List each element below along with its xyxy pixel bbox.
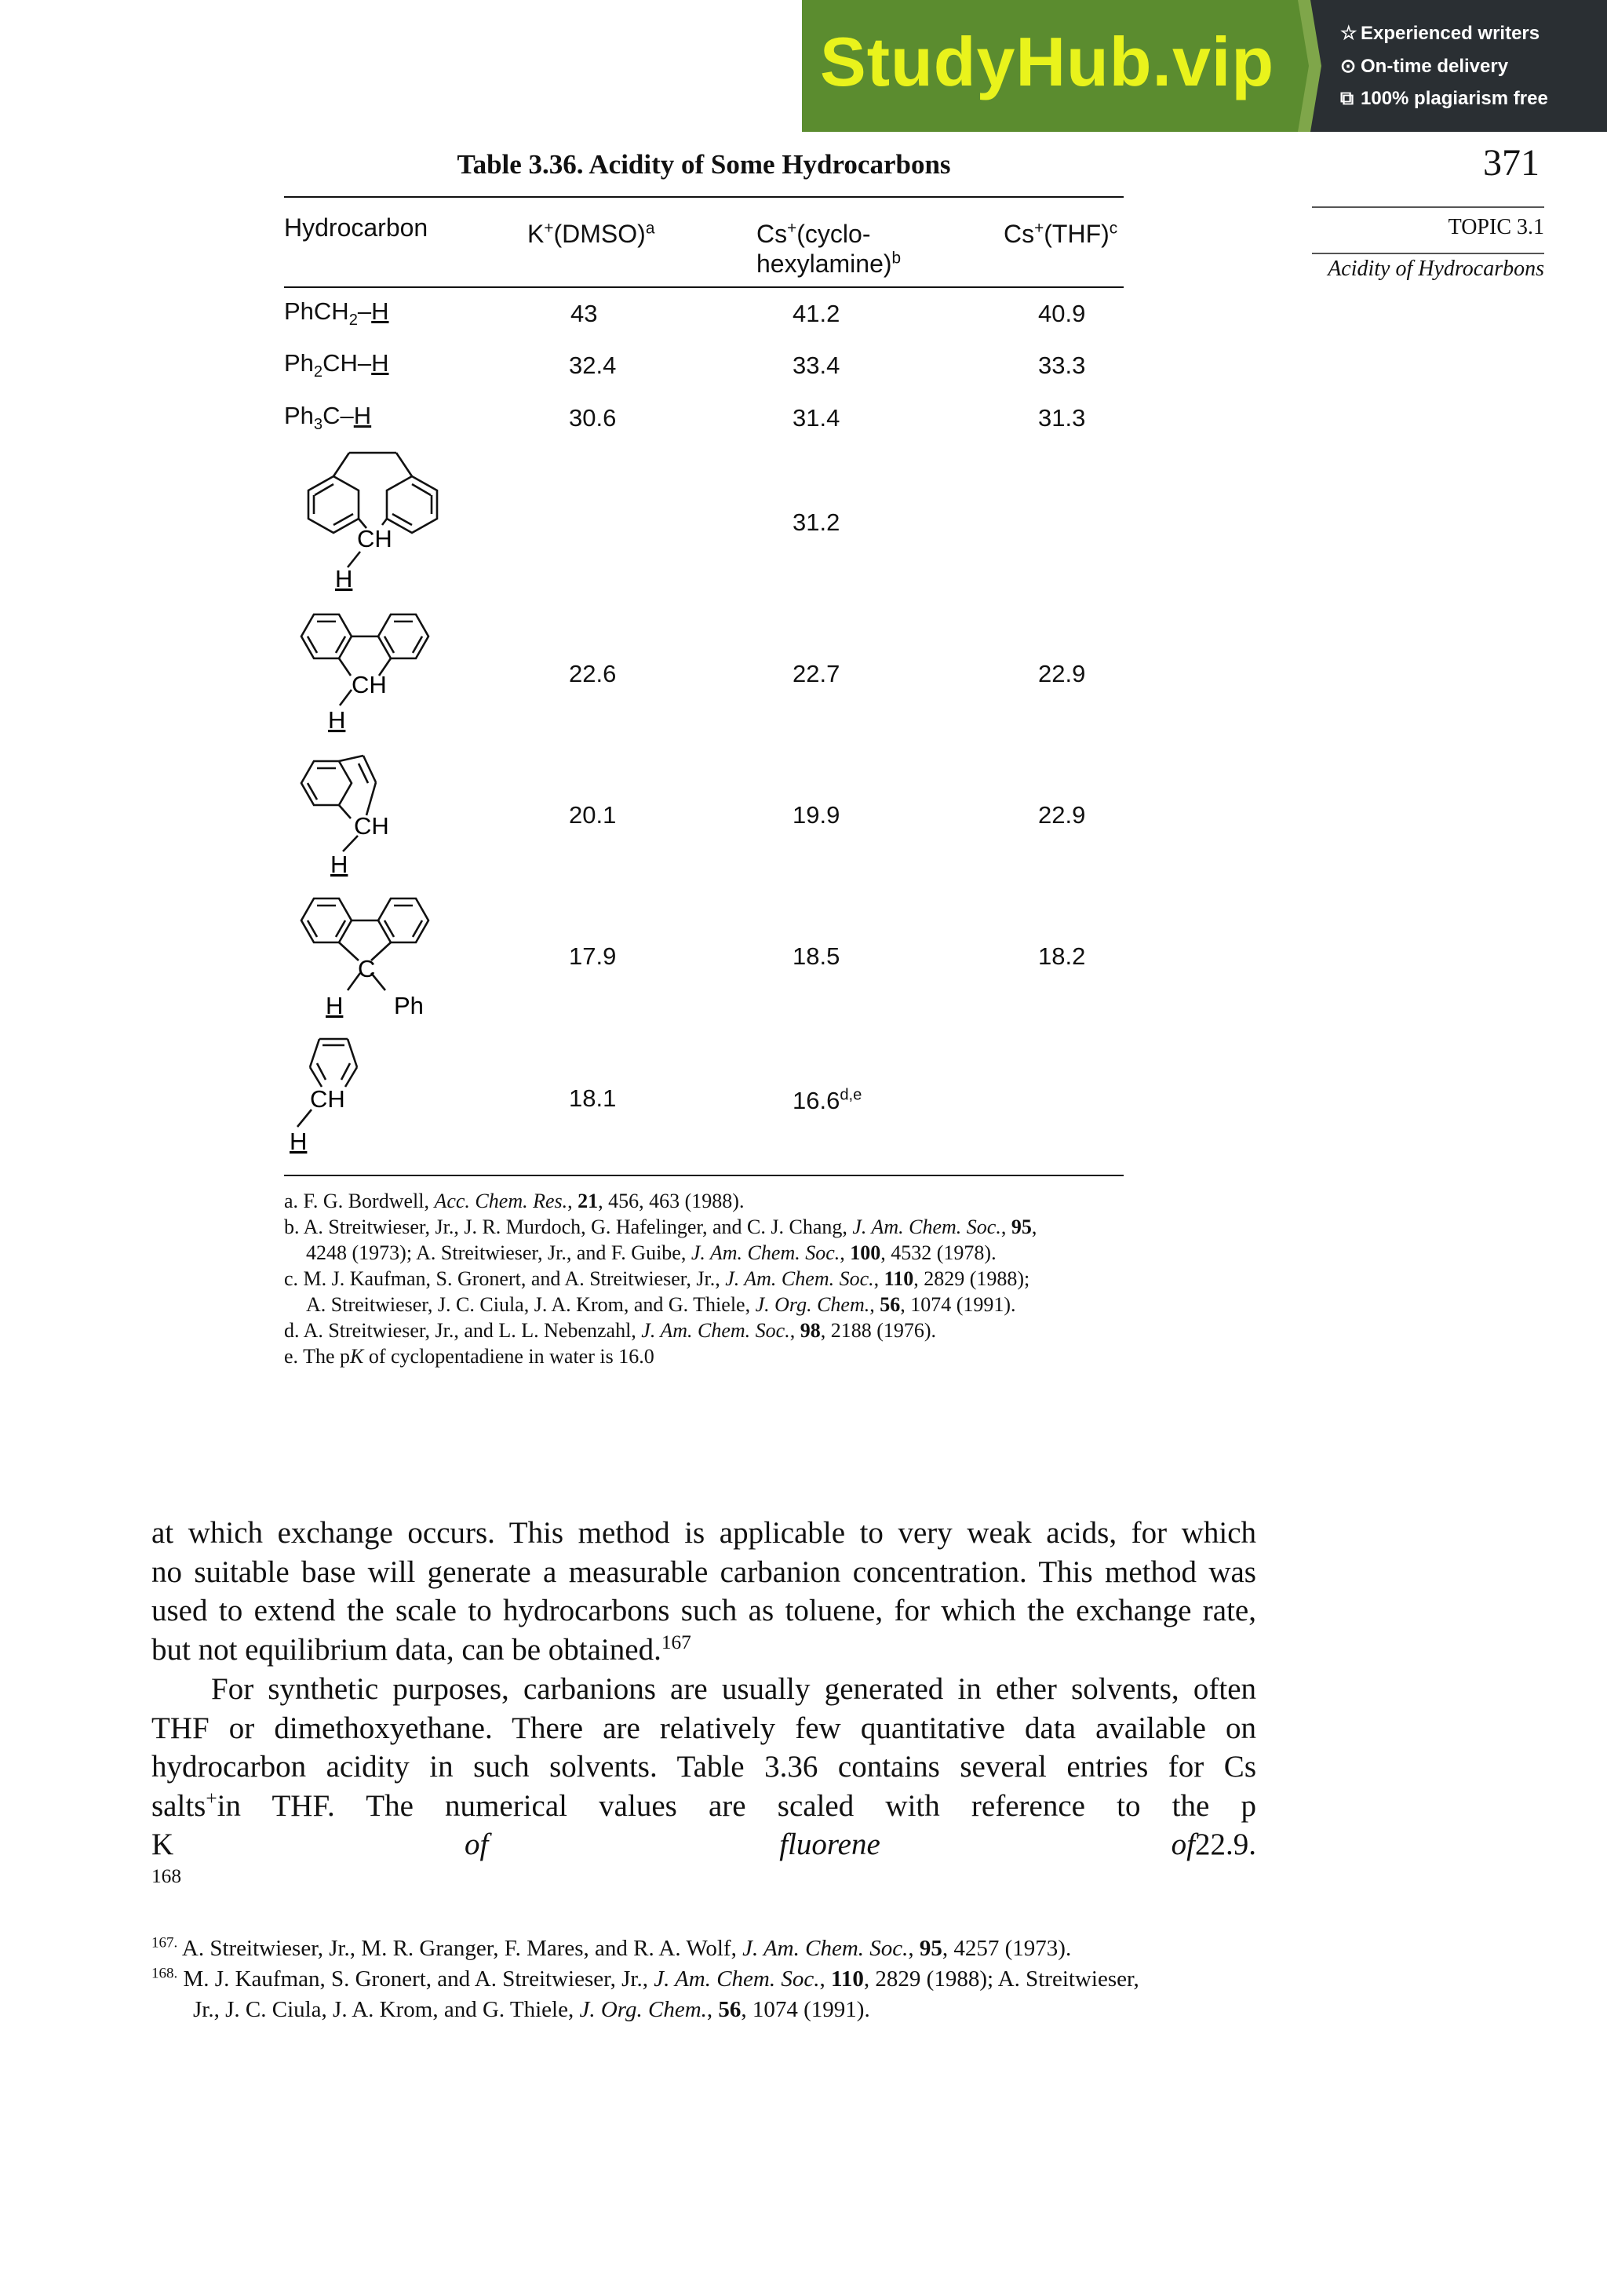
row-diphenylmethane-cyclohexylamine: 33.4 [793, 352, 840, 379]
struct-label: H [290, 1128, 308, 1155]
table-title: Table 3.36. Acidity of Some Hydrocarbons [457, 149, 951, 180]
text-line: For synthetic purposes, carbanions are usually generated in ether solvents, often [211, 1672, 1256, 1706]
feature-experienced-writers [1340, 22, 1540, 45]
feature-text: Experienced writers [1361, 23, 1540, 44]
text-line [151, 1864, 1256, 1904]
running-head-topic: TOPIC 3.1 [1448, 215, 1544, 239]
header-hydrocarbon: Hydrocarbon [284, 213, 428, 242]
table-footnote-a: a. F. G. Bordwell, Acc. Chem. Res., 21, 456, 463 (1988). [284, 1190, 745, 1212]
clock-icon: ⊙ [1340, 56, 1357, 77]
text-line: no suitable base will generate a measurable carbanion concentration. This method was [151, 1554, 1256, 1589]
row-diphenylmethane-dmso: 32.4 [569, 352, 617, 379]
row-toluene-thf: 40.9 [1038, 300, 1086, 327]
struct-label: H [328, 706, 346, 734]
struct-label: CH [352, 671, 387, 698]
text-line: K of fluorene of22.9. [151, 1828, 1256, 1861]
table-footnote-b-cont: 4248 (1973); A. Streitwieser, Jr., and F. Guibe, J. Am. Chem. Soc., 100, 4532 (1978). [306, 1241, 997, 1264]
fluorene-structure [279, 600, 459, 742]
struct-label: CH [310, 1085, 345, 1113]
row-dibenzocycloheptadiene-cyclohexylamine: 31.2 [793, 508, 840, 536]
star-icon: ☆ [1340, 23, 1357, 44]
footnote-168-cont: Jr., J. C. Ciula, J. A. Krom, and G. Thiele, J. Org. Chem., 56, 1074 (1991). [193, 1997, 870, 2022]
running-head-rule [1312, 206, 1544, 208]
table-footnote-e: e. The pK of cyclopentadiene in water is 16.0 [284, 1345, 654, 1368]
text-line: but not equilibrium data, can be obtained.$^{167}$ [151, 1631, 691, 1667]
row-phenylfluorene-thf: 18.2 [1038, 942, 1086, 970]
banner-brand[interactable]: StudyHub.vip [820, 23, 1275, 100]
text-line: salts+in THF. The numerical values are scaled with reference to the p [151, 1787, 1256, 1823]
table-footnote-d: d. A. Streitwieser, Jr., and L. L. Nebenzahl, J. Am. Chem. Soc., 98, 2188 (1976). [284, 1319, 937, 1342]
footnote-ref-168[interactable]: 168 [151, 1864, 182, 1887]
struct-label: H [330, 851, 348, 878]
header-k-dmso: K+(DMSO)$^a$ [527, 219, 655, 248]
feature-plagiarism-free [1340, 88, 1548, 110]
row-toluene-name: PhCH$_2$–H [284, 297, 389, 330]
body-paragraph-2 [151, 1670, 1256, 1903]
table-footnote-b: b. A. Streitwieser, Jr., J. R. Murdoch, G. Hafelinger, and C. J. Chang, J. Am. Chem. Soc., 95, [284, 1215, 1037, 1238]
page-number: 371 [1483, 142, 1540, 184]
table-footnote-c-cont: A. Streitwieser, J. C. Ciula, J. A. Krom, and G. Thiele, J. Org. Chem., 56, 1074 (1991). [306, 1293, 1016, 1316]
running-head-rule [1312, 253, 1544, 254]
row-cyclopentadiene-dmso: 18.1 [569, 1084, 617, 1112]
row-diphenylmethane-thf: 33.3 [1038, 352, 1086, 379]
feature-text: 100% plagiarism free [1361, 88, 1548, 109]
row-phenylfluorene-cyclohexylamine: 18.5 [793, 942, 840, 970]
header-cs-thf: Cs+(THF)$^c$ [1004, 219, 1118, 248]
row-cyclopentadiene-cyclohexylamine: 16.6$^{d,e}$ [793, 1086, 862, 1114]
row-triphenylmethane-thf: 31.3 [1038, 404, 1086, 432]
row-indene-thf: 22.9 [1038, 801, 1086, 829]
struct-label: H [335, 565, 353, 592]
footnote-168: $^{168.}$ M. J. Kaufman, S. Gronert, and A. Streitwieser, Jr., J. Am. Chem. Soc., 110, 2829 (1988); A. Streitwieser, [151, 1965, 1139, 1992]
feature-text: On-time delivery [1361, 56, 1509, 77]
table-top-rule [284, 196, 1124, 198]
table-footnote-c: c. M. J. Kaufman, S. Gronert, and A. Streitwieser, Jr., J. Am. Chem. Soc., 110, 2829 (1988); [284, 1267, 1030, 1290]
feature-on-time-delivery [1340, 55, 1508, 78]
row-toluene-dmso: 43 [570, 300, 598, 327]
struct-label: C [358, 955, 376, 982]
row-indene-dmso: 20.1 [569, 801, 617, 829]
table-header-rule [284, 286, 1124, 288]
row-toluene-cyclohexylamine: 41.2 [793, 300, 840, 327]
indene-structure [279, 749, 435, 883]
row-indene-cyclohexylamine: 19.9 [793, 801, 840, 829]
struct-label: H [326, 992, 344, 1019]
struct-label: Ph [394, 992, 424, 1019]
dibenzocycloheptadiene-structure [279, 443, 483, 596]
text-line: used to extend the scale to hydrocarbons such as toluene, for which the exchange rate, [151, 1594, 1256, 1627]
text-line: hydrocarbon acidity in such solvents. Table 3.36 contains several entries for Cs [151, 1750, 1256, 1784]
row-diphenylmethane-name: $Ph_2CH-H$ [284, 349, 389, 381]
text-line: THF or dimethoxyethane. There are relatively few quantitative data available on [151, 1711, 1256, 1745]
footnote-167: $^{167.}$ A. Streitwieser, Jr., M. R. Granger, F. Mares, and R. A. Wolf, J. Am. Chem. Soc., 95, 4257 (1973). [151, 1934, 1072, 1961]
row-fluorene-dmso: 22.6 [569, 660, 617, 687]
row-fluorene-cyclohexylamine: 22.7 [793, 660, 840, 687]
cyclopentadiene-structure [279, 1028, 396, 1161]
row-triphenylmethane-cyclohexylamine: 31.4 [793, 404, 840, 432]
body-paragraph-1 [151, 1514, 1256, 1669]
text-line: at which exchange occurs. This method is applicable to very weak acids, for which [151, 1516, 1256, 1550]
footnote-ref-167[interactable]: 167 [661, 1631, 691, 1653]
row-fluorene-thf: 22.9 [1038, 660, 1086, 687]
header-cs-cyclohexylamine: Cs+(cyclo- hexylamine)$^b$ [756, 219, 902, 278]
row-triphenylmethane-name: $Ph_3C-H$ [284, 402, 372, 434]
row-triphenylmethane-dmso: 30.6 [569, 404, 617, 432]
copy-icon: ⧉ [1340, 88, 1354, 109]
table-bottom-rule [284, 1175, 1124, 1176]
struct-label: CH [354, 812, 389, 840]
struct-label: CH [357, 525, 392, 552]
row-phenylfluorene-dmso: 17.9 [569, 942, 617, 970]
phenylfluorene-structure [279, 887, 475, 1028]
running-head-subtitle: Acidity of Hydrocarbons [1328, 257, 1544, 281]
